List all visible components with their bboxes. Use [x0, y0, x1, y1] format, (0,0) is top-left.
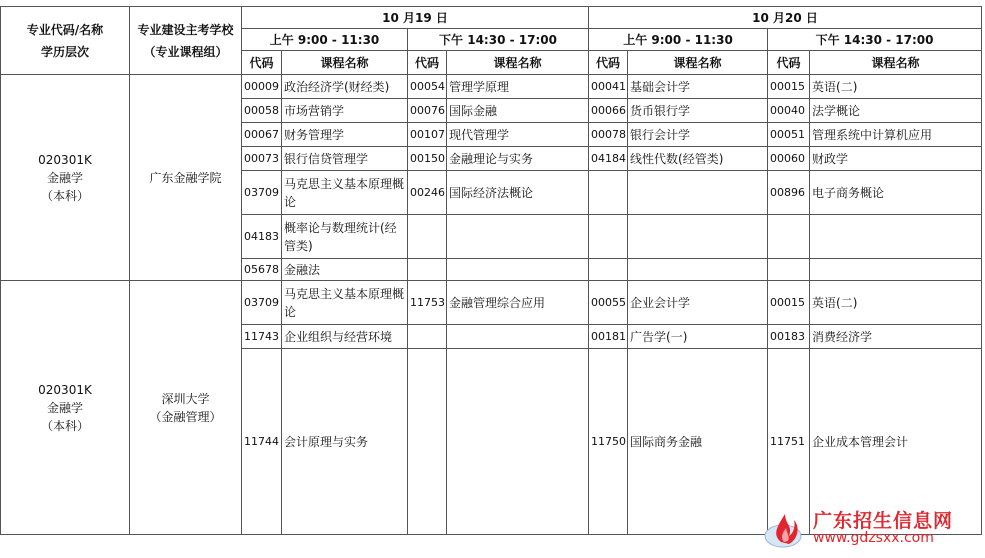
course-name	[810, 259, 982, 281]
watermark	[761, 504, 961, 554]
watermark-title: 广东招生信息网	[813, 510, 954, 532]
course-code	[589, 215, 628, 259]
school-cell: 深圳大学 （金融管理）	[130, 281, 242, 535]
slot-day2-morning: 上午 9:00 - 11:30	[589, 29, 768, 51]
course-name: 金融理论与实务	[447, 147, 589, 171]
course-code: 00107	[408, 123, 447, 147]
course-code: 00076	[408, 99, 447, 123]
course-name	[628, 259, 768, 281]
course-name: 银行会计学	[628, 123, 768, 147]
course-code	[408, 259, 447, 281]
course-name: 银行信贷管理学	[282, 147, 408, 171]
course-name: 英语(二)	[810, 75, 982, 99]
course-code: 00040	[768, 99, 810, 123]
table-row	[1, 75, 982, 99]
major-cell: 020301K 金融学 （本科）	[1, 75, 130, 281]
course-name	[447, 259, 589, 281]
course-code: 00009	[242, 75, 282, 99]
course-name: 政治经济学(财经类)	[282, 75, 408, 99]
course-code: 00054	[408, 75, 447, 99]
course-code	[768, 259, 810, 281]
course-code	[408, 349, 447, 535]
course-name	[447, 349, 589, 535]
slot-day1-morning: 上午 9:00 - 11:30	[242, 29, 408, 51]
code-label: 代码	[242, 51, 282, 75]
course-code: 00073	[242, 147, 282, 171]
table-row	[1, 281, 982, 325]
day1-header: 10 月19 日	[242, 7, 589, 29]
course-code	[589, 171, 628, 215]
course-code: 00058	[242, 99, 282, 123]
code-label: 代码	[408, 51, 447, 75]
course-name: 电子商务概论	[810, 171, 982, 215]
school-cell: 广东金融学院	[130, 75, 242, 281]
slot-day1-afternoon: 下午 14:30 - 17:00	[408, 29, 589, 51]
course-code: 11751	[768, 349, 810, 535]
course-code: 04183	[242, 215, 282, 259]
course-name: 广告学(一)	[628, 325, 768, 349]
course-code: 00078	[589, 123, 628, 147]
major-column-header: 专业代码/名称 学历层次	[1, 7, 130, 75]
course-name: 管理系统中计算机应用	[810, 123, 982, 147]
course-name: 企业组织与经营环境	[282, 325, 408, 349]
exam-schedule-table	[0, 6, 982, 535]
course-name	[628, 171, 768, 215]
watermark-url: www.gdzsxx.com	[813, 530, 934, 546]
course-name	[447, 215, 589, 259]
course-name: 国际商务金融	[628, 349, 768, 535]
course-name: 国际金融	[447, 99, 589, 123]
course-name: 财政学	[810, 147, 982, 171]
course-name: 马克思主义基本原理概论	[282, 171, 408, 215]
course-name: 马克思主义基本原理概论	[282, 281, 408, 325]
course-code: 11750	[589, 349, 628, 535]
course-name: 金融法	[282, 259, 408, 281]
course-name: 会计原理与实务	[282, 349, 408, 535]
course-code	[589, 259, 628, 281]
course-name: 管理学原理	[447, 75, 589, 99]
course-code: 00181	[589, 325, 628, 349]
name-label: 课程名称	[282, 51, 408, 75]
course-name: 现代管理学	[447, 123, 589, 147]
course-name: 企业会计学	[628, 281, 768, 325]
course-name: 消费经济学	[810, 325, 982, 349]
course-name	[447, 325, 589, 349]
course-name: 企业成本管理会计	[810, 349, 982, 535]
course-code: 00183	[768, 325, 810, 349]
course-code: 00060	[768, 147, 810, 171]
course-code: 00066	[589, 99, 628, 123]
course-name: 基础会计学	[628, 75, 768, 99]
course-code: 00067	[242, 123, 282, 147]
course-code: 00896	[768, 171, 810, 215]
course-name: 概率论与数理统计(经管类)	[282, 215, 408, 259]
major-cell: 020301K 金融学 （本科）	[1, 281, 130, 535]
name-label: 课程名称	[810, 51, 982, 75]
course-code	[408, 325, 447, 349]
school-column-header: 专业建设主考学校 （专业课程组）	[130, 7, 242, 75]
course-code: 03709	[242, 171, 282, 215]
day2-header: 10 月20 日	[589, 7, 982, 29]
course-name	[810, 215, 982, 259]
course-name: 市场营销学	[282, 99, 408, 123]
name-label: 课程名称	[447, 51, 589, 75]
name-label: 课程名称	[628, 51, 768, 75]
course-code: 04184	[589, 147, 628, 171]
course-name: 货币银行学	[628, 99, 768, 123]
course-code: 00015	[768, 281, 810, 325]
course-code: 00015	[768, 75, 810, 99]
course-code: 11744	[242, 349, 282, 535]
course-code: 00150	[408, 147, 447, 171]
course-name: 法学概论	[810, 99, 982, 123]
course-code: 00055	[589, 281, 628, 325]
course-code: 00051	[768, 123, 810, 147]
course-code	[408, 215, 447, 259]
course-code: 00246	[408, 171, 447, 215]
course-code: 03709	[242, 281, 282, 325]
course-name: 英语(二)	[810, 281, 982, 325]
course-name: 金融管理综合应用	[447, 281, 589, 325]
slot-day2-afternoon: 下午 14:30 - 17:00	[768, 29, 982, 51]
course-code: 11753	[408, 281, 447, 325]
course-name: 线性代数(经管类)	[628, 147, 768, 171]
course-code: 05678	[242, 259, 282, 281]
flame-logo-icon	[761, 506, 809, 550]
course-name: 国际经济法概论	[447, 171, 589, 215]
code-label: 代码	[768, 51, 810, 75]
course-code: 00041	[589, 75, 628, 99]
course-name: 财务管理学	[282, 123, 408, 147]
course-code: 11743	[242, 325, 282, 349]
course-name	[628, 215, 768, 259]
code-label: 代码	[589, 51, 628, 75]
course-code	[768, 215, 810, 259]
